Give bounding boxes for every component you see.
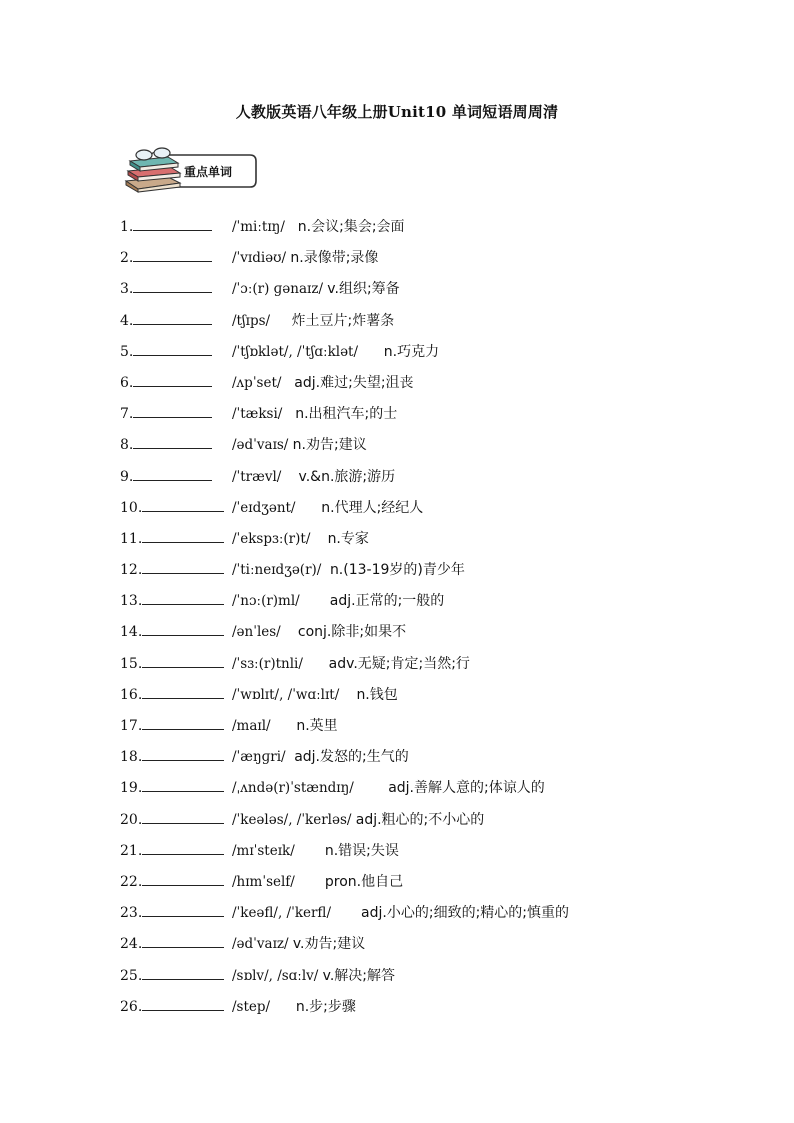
phonetic: /ˈekspɜː(r)t/: [232, 530, 311, 547]
word-number-text: 2.: [120, 250, 134, 267]
spacer: [354, 780, 388, 796]
meaning: v.劝告;建议: [292, 936, 366, 953]
word-number-text: 22.: [120, 873, 143, 890]
meaning: n.英里: [296, 718, 338, 734]
answer-blank[interactable]: [142, 497, 224, 512]
phonetic: /ənˈles/: [232, 624, 281, 641]
meaning: adv.无疑;肯定;当然;行: [328, 655, 470, 672]
meaning: n.录像带;录像: [290, 250, 379, 267]
answer-blank[interactable]: [142, 871, 224, 886]
word-number-text: 8.: [120, 437, 134, 454]
meaning: n.出租汽车;的士: [295, 406, 398, 423]
answer-blank[interactable]: [142, 528, 224, 543]
spacer: [281, 469, 298, 485]
word-phonetic-line: [232, 715, 338, 737]
phonetic: /mɪˈsteɪk/: [232, 842, 295, 859]
spacer: [300, 593, 330, 609]
answer-blank[interactable]: [142, 746, 224, 761]
answer-blank[interactable]: [142, 809, 224, 824]
word-phonetic-line: [232, 247, 378, 269]
word-number: [120, 559, 224, 581]
answer-blank[interactable]: [142, 590, 224, 605]
meaning: conj.除非;如果不: [297, 624, 407, 641]
page-title: 人教版英语八年级上册Unit10 单词短语周周清: [235, 103, 559, 121]
word-phonetic-line: [232, 403, 397, 425]
meaning: v.&n.旅游;游历: [298, 468, 396, 485]
spacer: [331, 905, 361, 921]
meaning: v.解决;解答: [322, 967, 396, 984]
word-number-text: 9.: [120, 468, 134, 485]
spacer: [286, 749, 295, 765]
word-number: [120, 840, 224, 862]
word-phonetic-line: [232, 497, 423, 519]
answer-blank[interactable]: [142, 559, 224, 574]
section-label: 重点单词: [184, 165, 233, 179]
word-number-text: 16.: [120, 686, 143, 703]
word-number: [120, 965, 224, 987]
word-phonetic-line: [232, 466, 395, 488]
word-number: [120, 216, 212, 238]
phonetic: /ədˈvaɪz/: [232, 936, 289, 953]
word-phonetic-line: [232, 777, 545, 799]
word-number: [120, 497, 224, 519]
meaning: pron.他自己: [324, 873, 404, 890]
phonetic: /ˌʌndə(r)ˈstændɪŋ/: [232, 780, 354, 797]
word-phonetic-line: [232, 341, 439, 363]
meaning: n.钱包: [356, 686, 398, 703]
word-phonetic-line: [232, 996, 356, 1018]
word-number: [120, 871, 224, 893]
answer-blank[interactable]: [142, 621, 224, 636]
phonetic: /ˈsɜː(r)tnli/: [232, 655, 303, 672]
meaning: n.专家: [327, 530, 369, 547]
word-number: [120, 372, 212, 394]
answer-blank[interactable]: [133, 310, 212, 325]
word-number: [120, 434, 212, 456]
word-number-text: 12.: [120, 562, 143, 579]
phonetic: /ˈkeələs/, /ˈkerləs/: [232, 811, 352, 828]
spacer: [271, 718, 297, 734]
word-number: [120, 746, 224, 768]
word-number-text: 18.: [120, 749, 143, 766]
word-number-text: 21.: [120, 842, 143, 859]
phonetic: /hɪmˈself/: [232, 873, 295, 890]
meaning: adj.善解人意的;体谅人的: [388, 780, 545, 797]
word-phonetic-line: [232, 528, 369, 550]
phonetic: /maɪl/: [232, 718, 271, 734]
spacer: [281, 624, 298, 640]
word-number: [120, 809, 224, 831]
phonetic: /ˈkeəfl/, /ˈkerfl/: [232, 905, 331, 922]
phonetic: /ˈtʃɒklət/, /ˈtʃɑːklət/: [232, 343, 359, 360]
word-phonetic-line: [232, 871, 403, 893]
word-number-text: 17.: [120, 718, 143, 734]
word-phonetic-line: [232, 933, 365, 955]
phonetic: /tʃɪps/: [232, 312, 271, 329]
spacer: [358, 344, 384, 360]
word-number: [120, 996, 224, 1018]
phonetic: /ˈnɔː(r)ml/: [232, 593, 300, 610]
word-number: [120, 403, 212, 425]
spacer: [270, 999, 296, 1015]
phonetic: /ˈtiːneɪdʒə(r)/: [232, 562, 322, 579]
meaning: n.巧克力: [383, 343, 440, 360]
word-phonetic-line: [232, 653, 470, 675]
spacer: [281, 375, 294, 391]
word-phonetic-line: [232, 684, 398, 706]
answer-blank[interactable]: [142, 715, 224, 730]
word-number: [120, 621, 224, 643]
word-number-text: 13.: [120, 593, 143, 610]
answer-blank[interactable]: [142, 777, 224, 792]
spacer: [296, 500, 322, 516]
phonetic: /ədˈvaɪs/: [232, 437, 289, 454]
meaning: n.会议;集会;会面: [297, 219, 405, 235]
meaning: adj.发怒的;生气的: [294, 749, 409, 766]
spacer: [310, 531, 327, 547]
answer-blank[interactable]: [142, 684, 224, 699]
word-number-text: 3.: [120, 281, 134, 298]
phonetic: /ˈæŋɡri/: [232, 749, 286, 766]
meaning: adj.小心的;细致的;精心的;慎重的: [361, 905, 570, 922]
phonetic: /sɒlv/, /sɑːlv/: [232, 967, 319, 984]
word-number-text: 24.: [120, 936, 143, 953]
spacer: [295, 874, 325, 890]
word-number-text: 4.: [120, 312, 134, 329]
spacer: [285, 219, 298, 235]
word-number-text: 15.: [120, 655, 143, 672]
answer-blank[interactable]: [133, 216, 212, 231]
phonetic: /step/: [232, 998, 271, 1015]
meaning: n.错误;失误: [324, 842, 399, 859]
word-number: [120, 278, 212, 300]
meaning: n.(13-19岁的)青少年: [329, 562, 465, 579]
word-phonetic-line: [232, 965, 395, 987]
phonetic: /ʌpˈset/: [232, 374, 282, 391]
word-phonetic-line: [232, 840, 399, 862]
answer-blank[interactable]: [142, 996, 224, 1011]
spacer: [303, 656, 329, 672]
word-number-text: 26.: [120, 998, 143, 1015]
word-phonetic-line: [232, 746, 409, 768]
word-number: [120, 590, 224, 612]
phonetic: /ˈvɪdiəʊ/: [232, 250, 287, 267]
answer-blank[interactable]: [142, 653, 224, 668]
meaning: adj.正常的;一般的: [329, 593, 445, 610]
meaning: v.组织;筹备: [327, 281, 400, 298]
answer-blank[interactable]: [142, 902, 224, 917]
answer-blank[interactable]: [133, 247, 212, 262]
meaning: adj.粗心的;不小心的: [355, 811, 485, 828]
word-phonetic-line: [232, 278, 400, 300]
word-phonetic-line: [232, 621, 406, 643]
word-number-text: 6.: [120, 374, 134, 391]
answer-blank[interactable]: [142, 965, 224, 980]
word-number-text: 1.: [120, 219, 134, 235]
spacer: [270, 313, 291, 329]
answer-blank[interactable]: [133, 341, 212, 356]
answer-blank[interactable]: [133, 434, 212, 449]
meaning: 炸土豆片;炸薯条: [291, 312, 395, 329]
answer-blank[interactable]: [142, 933, 224, 948]
meaning: adj.难过;失望;沮丧: [294, 374, 414, 391]
word-number-text: 23.: [120, 905, 143, 922]
word-number: [120, 777, 224, 799]
word-number-text: 14.: [120, 624, 143, 641]
word-number: [120, 341, 212, 363]
spacer: [339, 687, 356, 703]
word-number-text: 7.: [120, 406, 134, 423]
spacer: [321, 562, 330, 578]
phonetic: /ˈtrævl/: [232, 468, 282, 485]
word-phonetic-line: [232, 310, 394, 332]
word-number: [120, 528, 224, 550]
word-number: [120, 933, 224, 955]
word-phonetic-line: [232, 216, 405, 238]
phonetic: /ˈwɒlɪt/, /ˈwɑːlɪt/: [232, 686, 340, 703]
word-number: [120, 310, 212, 332]
answer-blank[interactable]: [133, 403, 212, 418]
word-phonetic-line: [232, 902, 569, 924]
word-number-text: 5.: [120, 343, 134, 360]
word-number: [120, 653, 224, 675]
word-number: [120, 715, 224, 737]
word-number: [120, 902, 224, 924]
word-number-text: 10.: [120, 499, 143, 516]
word-phonetic-line: [232, 590, 444, 612]
meaning: n.步;步骤: [295, 998, 356, 1015]
word-phonetic-line: [232, 372, 414, 394]
word-phonetic-line: [232, 434, 367, 456]
answer-blank[interactable]: [142, 840, 224, 855]
word-number: [120, 247, 212, 269]
spacer: [295, 843, 325, 859]
meaning: n.劝告;建议: [292, 437, 367, 454]
word-phonetic-line: [232, 559, 465, 581]
word-number-text: 25.: [120, 967, 143, 984]
answer-blank[interactable]: [133, 466, 212, 481]
word-number: [120, 684, 224, 706]
word-number-text: 20.: [120, 811, 143, 828]
phonetic: /ˈeɪdʒənt/: [232, 499, 296, 516]
word-number-text: 11.: [120, 530, 143, 547]
phonetic: /ˈɔː(r) ɡənaɪz/: [232, 281, 323, 298]
answer-blank[interactable]: [133, 278, 212, 293]
word-number-text: 19.: [120, 780, 143, 797]
word-phonetic-line: [232, 809, 484, 831]
word-number: [120, 466, 212, 488]
spacer: [282, 406, 295, 422]
phonetic: /ˈtæksi/: [232, 406, 283, 423]
phonetic: /ˈmiːtɪŋ/: [232, 219, 285, 235]
answer-blank[interactable]: [133, 372, 212, 387]
meaning: n.代理人;经纪人: [321, 499, 424, 516]
